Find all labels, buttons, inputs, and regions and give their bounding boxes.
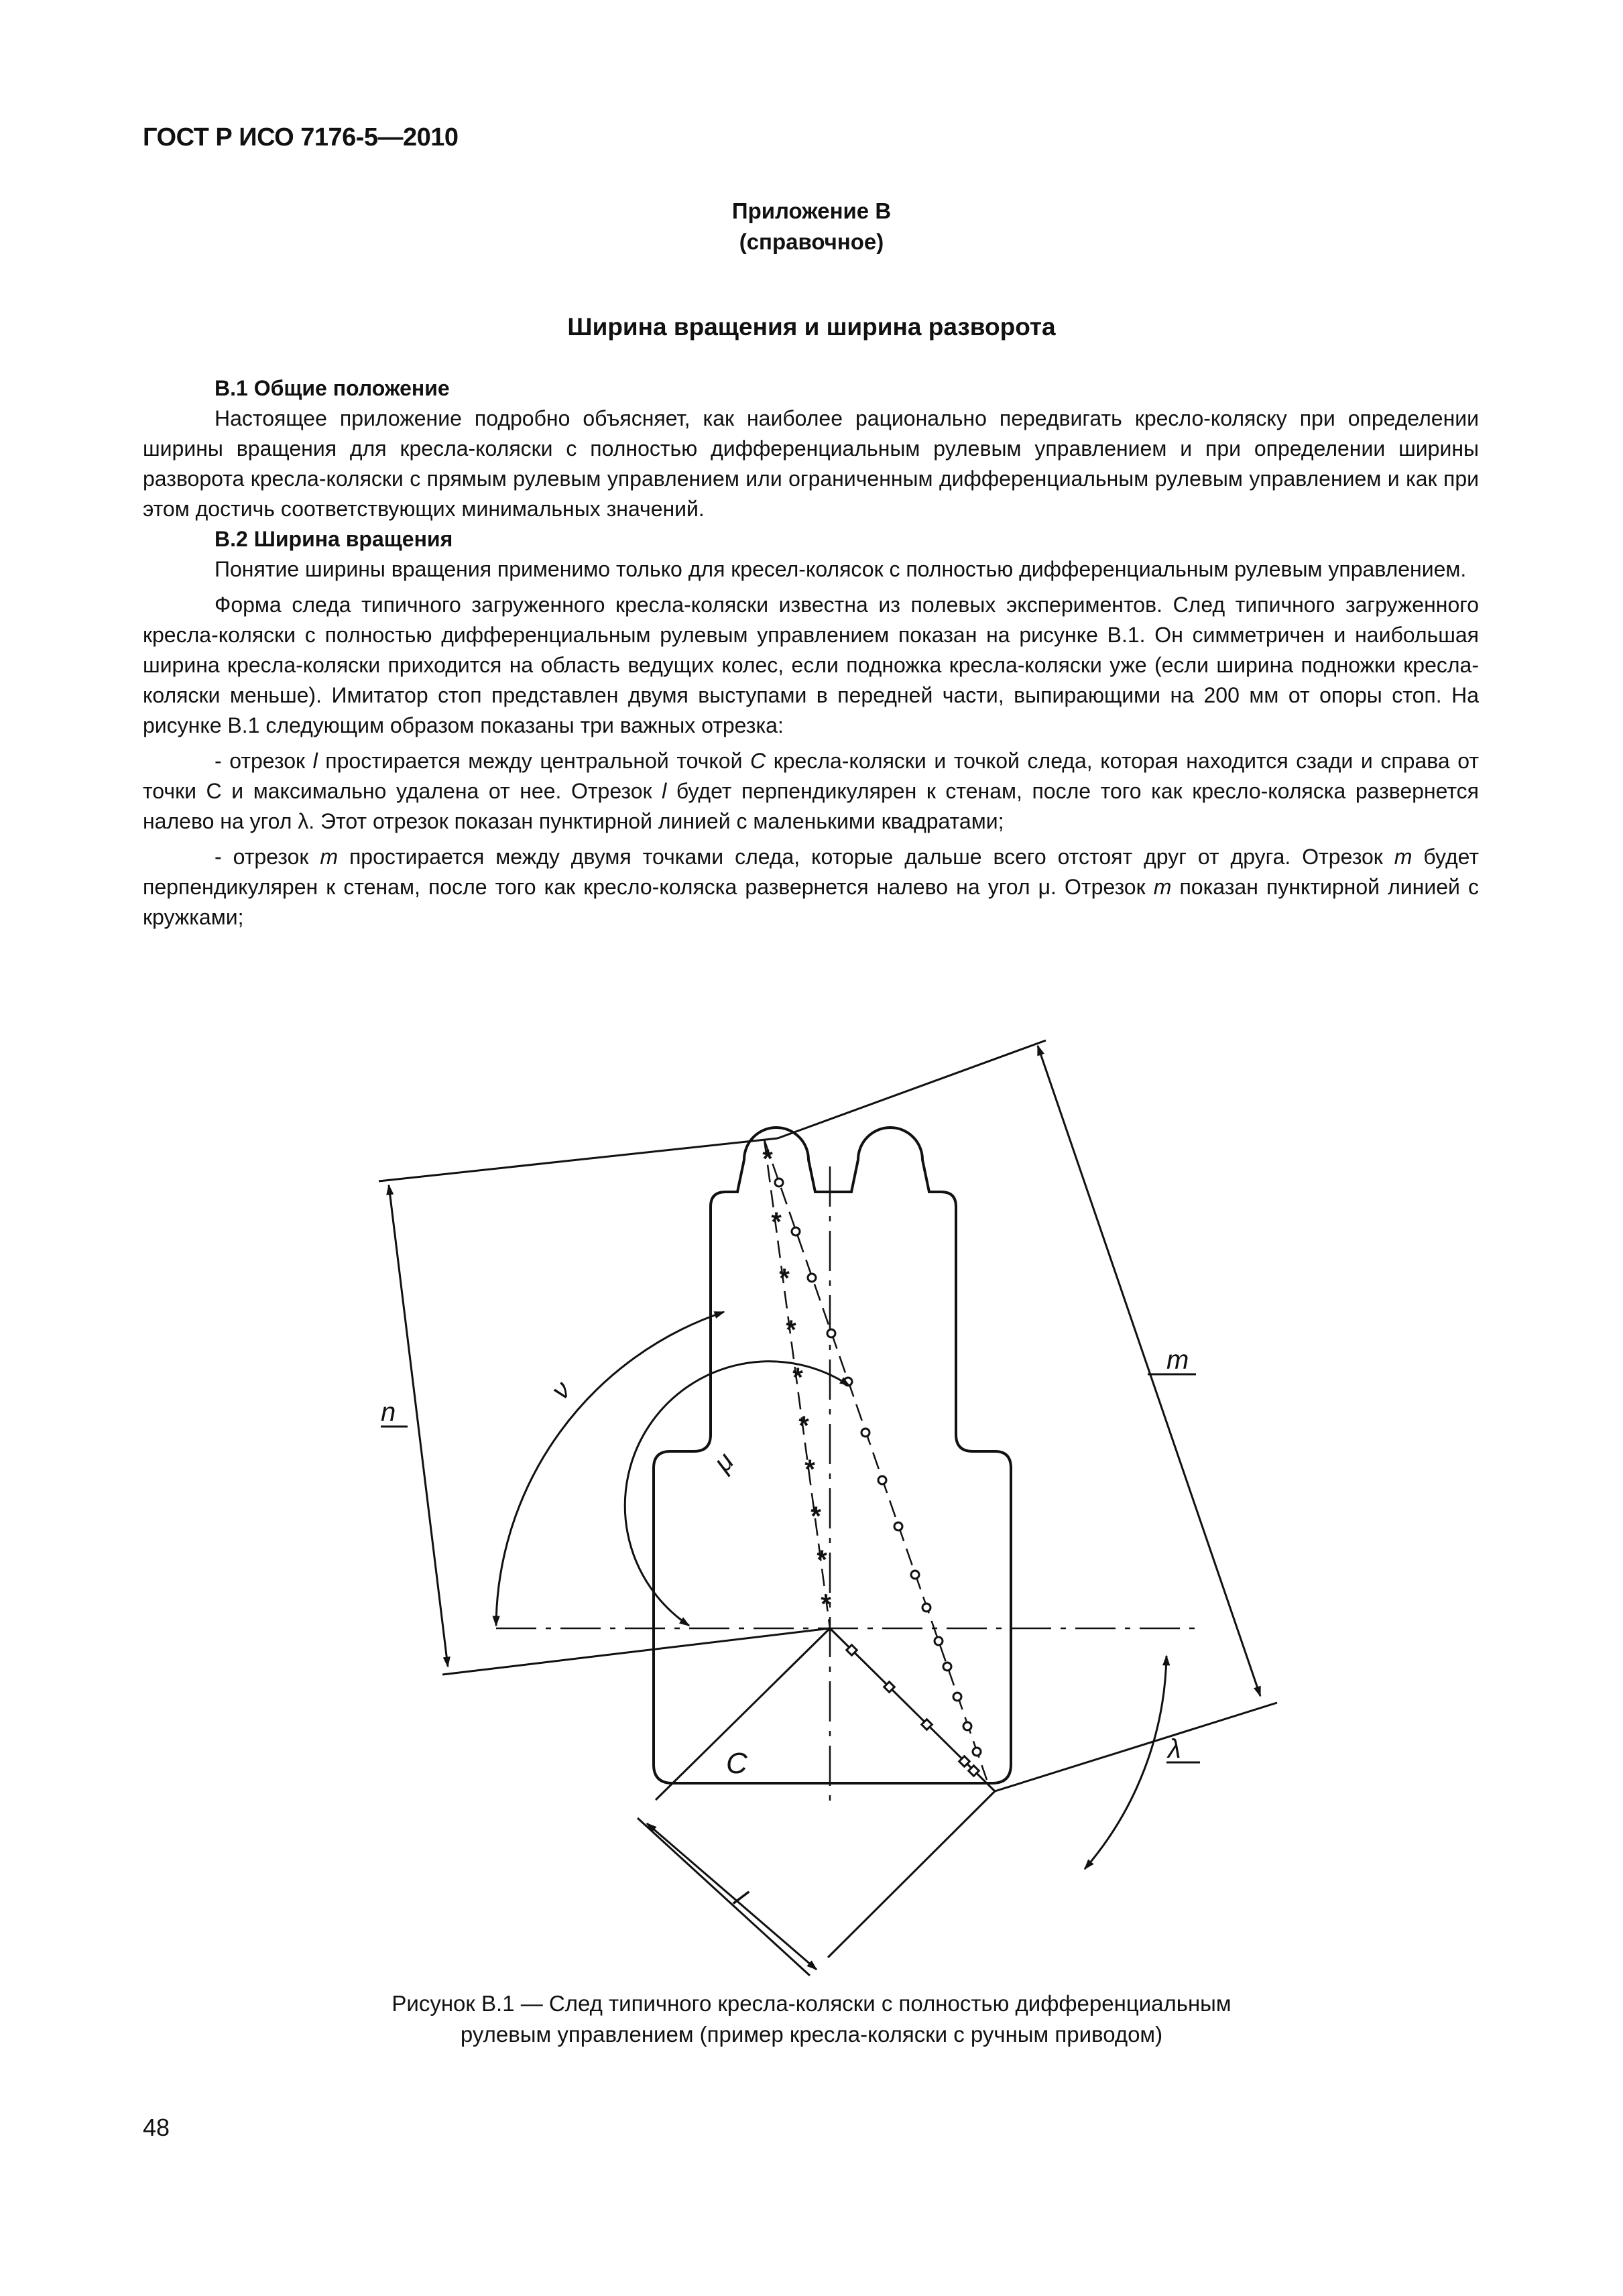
label-l: l: [727, 1884, 753, 1911]
list-item-segment-l: [143, 746, 1479, 837]
list-item-text: кресла-коляски и точкой следа, которая находится сзади и справа от точки С и максимально удалена от нее. Отрезок: [143, 749, 1480, 803]
svg-text:*: *: [779, 1264, 790, 1293]
label-c: С: [726, 1747, 747, 1780]
svg-text:*: *: [817, 1545, 827, 1575]
variable-m: m: [1153, 875, 1172, 899]
section-heading: В.2 Ширина вращения: [215, 527, 453, 551]
svg-text:*: *: [762, 1144, 773, 1174]
wheelchair-outline: [654, 1128, 1011, 1783]
body-text: [143, 373, 1479, 932]
section-heading: В.1 Общие положение: [215, 376, 450, 400]
variable-m: m: [320, 845, 338, 869]
figure-b1: [0, 1006, 1623, 1984]
list-item-text: - отрезок: [215, 749, 313, 773]
annex-type: (справочное): [739, 229, 884, 254]
figure-caption: [0, 1988, 1623, 2050]
variable-l: l: [662, 779, 667, 803]
dimension-arrows: [389, 1046, 1260, 1970]
svg-text:*: *: [792, 1363, 803, 1392]
segment-rotation-line: [762, 1140, 831, 1628]
list-item-text: будет перпендикулярен к стенам, после того как кресло-коляска развернется налево на угол μ. Отрезок: [143, 845, 1480, 899]
annex-title: Ширина вращения и ширина разворота: [567, 313, 1056, 341]
label-nu: ν: [545, 1375, 577, 1406]
segment-m-line: [764, 1140, 987, 1780]
svg-text:*: *: [821, 1589, 831, 1619]
list-item-text: показан пунктирной линией с кружками;: [143, 875, 1480, 929]
paragraph: Понятие ширины вращения применимо только для кресел-колясок с полностью дифференциальным рулевым управлением.: [215, 557, 1467, 581]
annex-heading: [0, 196, 1623, 257]
list-item-segment-m: [143, 842, 1479, 932]
label-lambda: λ: [1168, 1734, 1181, 1764]
label-n: n: [381, 1398, 396, 1427]
list-item-text: простирается между центральной точкой: [317, 749, 751, 773]
caption-line: Рисунок В.1 — След типичного кресла-коляски с полностью дифференциальным: [392, 1991, 1231, 2016]
list-item-text: будет перпендикулярен к стенам, после того как кресло-коляска развернется налево на угол λ. Этот отрезок показан пунктирной линией с маленькими квадратами;: [143, 779, 1480, 833]
label-m: m: [1166, 1345, 1189, 1375]
svg-text:*: *: [771, 1207, 782, 1237]
annex-label: Приложение В: [731, 198, 892, 223]
svg-text:*: *: [798, 1411, 809, 1441]
label-mu: μ: [707, 1447, 740, 1478]
list-item-text: - отрезок: [215, 845, 320, 869]
variable-l: l: [312, 749, 318, 773]
list-item-text: простирается между двумя точками следа, которые дальше всего отстоят друг от друга. Отрезок: [337, 845, 1394, 869]
variable-m: m: [1394, 845, 1412, 869]
svg-text:*: *: [786, 1315, 796, 1345]
variable-c: С: [750, 749, 766, 773]
caption-line: рулевым управлением (пример кресла-коляски с ручным приводом): [460, 2022, 1163, 2047]
construction-lines: [379, 1040, 1277, 1976]
svg-text:*: *: [810, 1502, 821, 1531]
paragraph: Настоящее приложение подробно объясняет, как наиболее рационально передвигать кресло-коляску при определении ширины вращения для кресла-коляски с полностью дифференциальным рулевым управлением и при определении ширины разворота кресла-коляски с прямым рулевым управлением или ограниченным дифференциальным рулевым управлением и как при этом достичь соответствующих минимальных значений.: [143, 406, 1479, 521]
svg-text:*: *: [804, 1455, 815, 1484]
wheelchair-footprint-diagram: [0, 1006, 1623, 1984]
paragraph: Форма следа типичного загруженного кресла-коляски известна из полевых экспериментов. След типичного загруженного кресла-коляски с полностью дифференциальным рулевым управлением показан на рисунке В.1. Он симметричен и наибольшая ширина кресла-коляски приходится на область ведущих колес, если подножка кресла-коляски уже (если ширина подножки кресла-коляски меньше). Имитатор стоп представлен двумя выступами в передней части, выпирающими на 200 мм от опоры стоп. На рисунке В.1 следующим образом показаны три важных отрезка:: [143, 593, 1479, 737]
center-axes: [496, 1166, 1200, 1810]
page-number: 48: [143, 2114, 170, 2141]
standard-header: ГОСТ Р ИСО 7176-5—2010: [143, 123, 459, 152]
